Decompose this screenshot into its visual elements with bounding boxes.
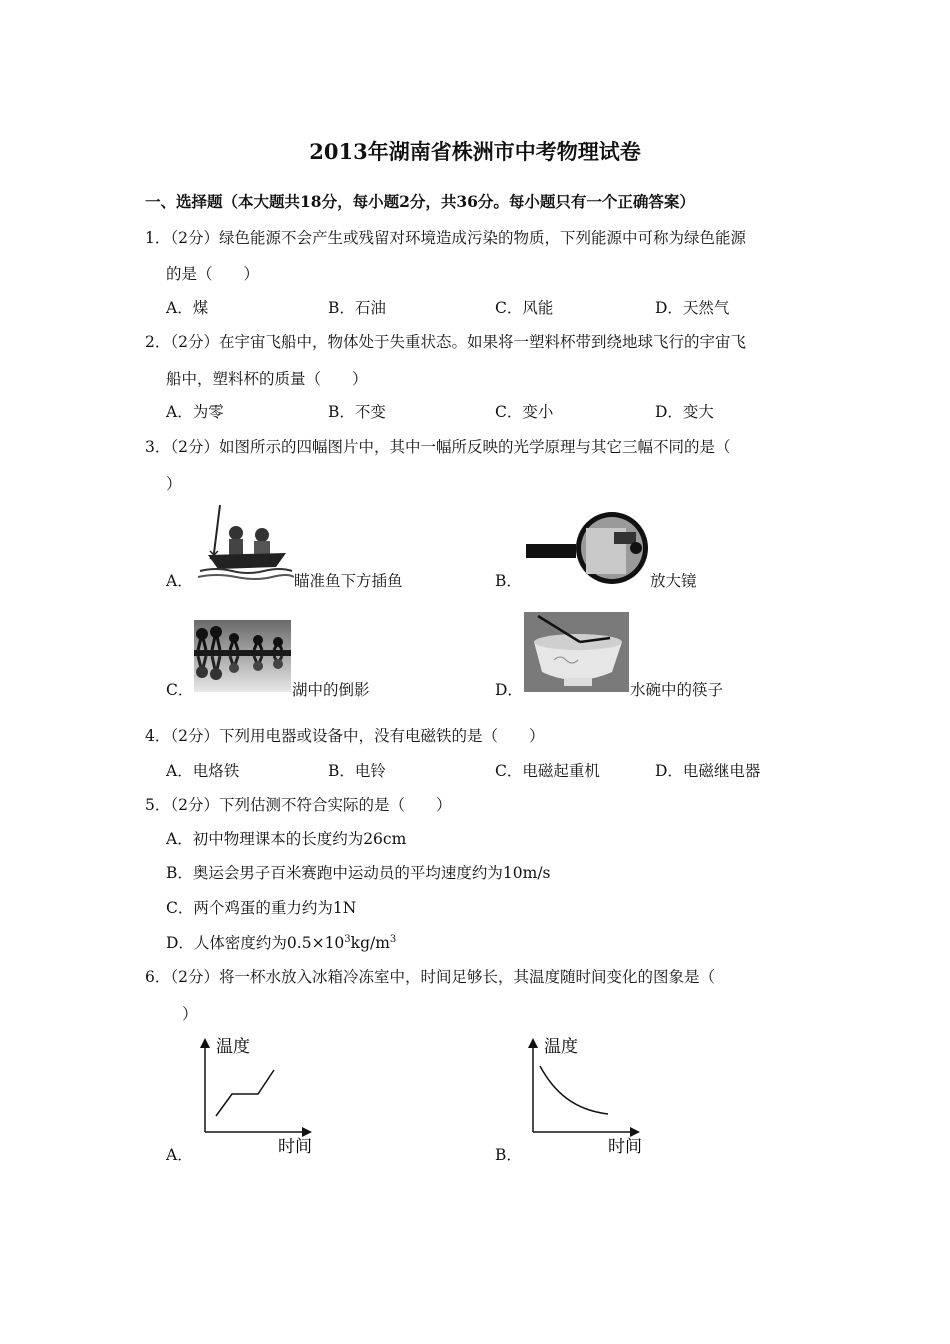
fishing-boat-image (196, 503, 294, 581)
q1-stem-line1: 1．（2分）绿色能源不会产生或残留对环境造成污染的物质，下列能源中可称为绿色能源 (145, 229, 746, 247)
q3-option-b-letter: B． (495, 572, 522, 590)
q3-option-b-caption: 放大镜 (650, 572, 697, 590)
q3-stem-line2: ） (166, 475, 182, 493)
q6-graph-a-curve (216, 1070, 274, 1116)
q3-option-a-caption: 瞄准鱼下方插鱼 (294, 572, 403, 590)
q4-stem-line1: 4．（2分）下列用电器或设备中，没有电磁铁的是（ ） (145, 727, 545, 745)
q1-stem-line2: 的是（ ） (166, 265, 260, 283)
q6-graph-b-curve (540, 1066, 608, 1114)
q3-option-d-caption: 水碗中的筷子 (630, 681, 724, 699)
magnifier-image (524, 510, 650, 586)
q6-graph-b-ylabel: 温度 (544, 1037, 578, 1057)
q1-option-b: B．石油 (328, 299, 386, 317)
q6-stem-line1: 6．（2分）将一杯水放入冰箱冷冻室中，时间足够长，其温度随时间变化的图象是（ (145, 968, 715, 986)
q2-stem-line2: 船中，塑料杯的质量（ ） (166, 370, 368, 388)
q5-stem-line1: 5．（2分）下列估测不符合实际的是（ ） (145, 796, 452, 814)
q5-option-a: A．初中物理课本的长度约为26cm (166, 830, 407, 848)
q3-option-c-letter: C． (166, 681, 194, 699)
q3-option-c-caption: 湖中的倒影 (292, 681, 370, 699)
q2-option-c: C．变小 (495, 403, 554, 421)
q5-option-c: C．两个鸡蛋的重力约为1N (166, 899, 357, 917)
q6-graph-a-ylabel: 温度 (216, 1037, 250, 1057)
q1-option-d: D．天然气 (655, 299, 730, 317)
q5-option-b: B．奥运会男子百米赛跑中运动员的平均速度约为10m/s (166, 864, 551, 882)
q3-option-a-letter: A． (166, 572, 193, 590)
q6-graph-a-xlabel: 时间 (278, 1137, 312, 1157)
q2-option-d: D．变大 (655, 403, 714, 421)
page-title: 2013年湖南省株洲市中考物理试卷 (309, 139, 641, 164)
q2-stem-line1: 2．（2分）在宇宙飞船中，物体处于失重状态。如果将一塑料杯带到绕地球飞行的宇宙飞 (145, 333, 746, 351)
q2-option-b: B．不变 (328, 403, 386, 421)
q6-graph-b-xlabel: 时间 (608, 1137, 642, 1157)
q3-option-d-letter: D． (495, 681, 523, 699)
q6-stem-line2: ） (182, 1005, 198, 1023)
lake-reflection-image (194, 620, 291, 692)
q3-stem-line1: 3．（2分）如图所示的四幅图片中，其中一幅所反映的光学原理与其它三幅不同的是（ (145, 438, 731, 456)
q1-option-a: A．煤 (166, 299, 209, 317)
q4-option-c: C．电磁起重机 (495, 762, 600, 780)
q6-option-a-letter: A． (166, 1146, 193, 1164)
q5-option-d: D．人体密度约为$0.5\times 10^3kg/m^3$ (166, 933, 397, 952)
q1-option-c: C．风能 (495, 299, 554, 317)
q4-option-a: A．电烙铁 (166, 762, 240, 780)
q6-option-b-letter: B． (495, 1146, 522, 1164)
q2-option-a: A．为零 (166, 403, 224, 421)
q4-option-d: D．电磁继电器 (655, 762, 761, 780)
chopsticks-bowl-image (524, 612, 629, 692)
q6-graph-b (524, 1034, 652, 1158)
section-heading: 一、选择题（本大题共18分，每小题2分，共36分。每小题只有一个正确答案） (145, 192, 695, 211)
q6-graph-a (196, 1034, 324, 1158)
q4-option-b: B．电铃 (328, 762, 386, 780)
